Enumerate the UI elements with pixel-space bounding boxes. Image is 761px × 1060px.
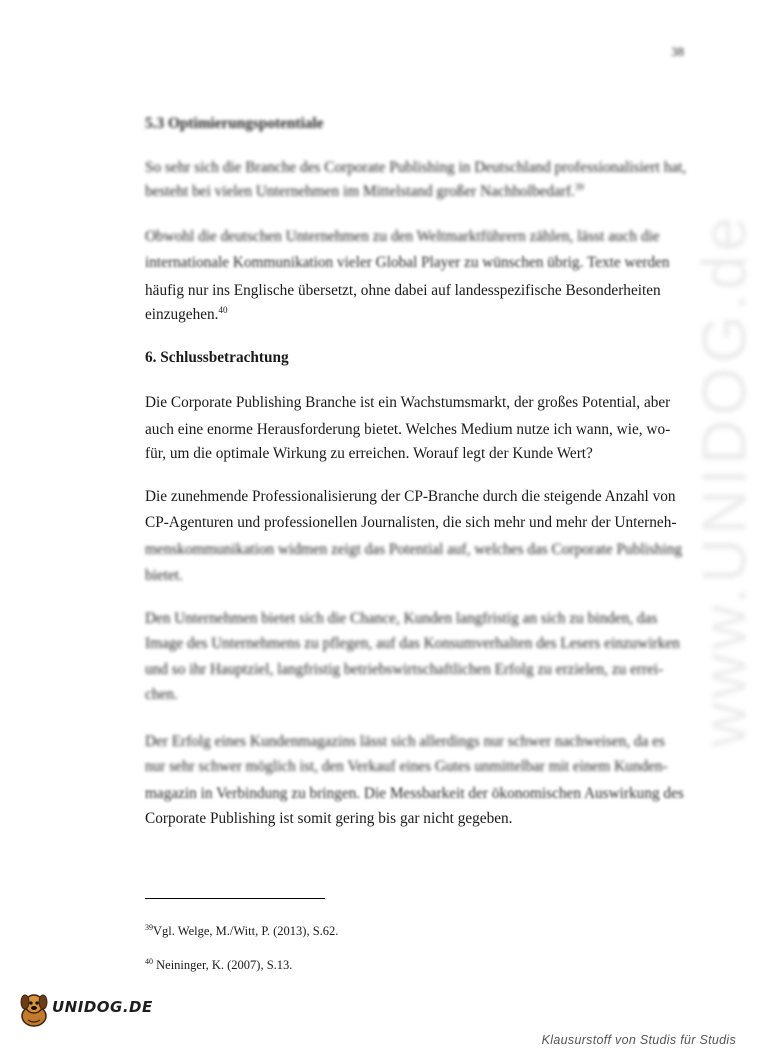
unidog-logo[interactable]: [14, 990, 164, 1030]
footnote: [145, 958, 292, 973]
section-heading-6: 6. Schlussbetrachtung: [145, 349, 289, 366]
footnote-text: Neininger, K. (2007), S.13.: [153, 958, 293, 972]
paragraph-line: CP-Agenturen und professionellen Journalisten, die sich mehr und mehr der Unterneh-: [145, 514, 677, 531]
logo-text: UNIDOG.DE: [52, 998, 153, 1016]
footnote-ref: 39: [574, 181, 584, 192]
footnote-text: Vgl. Welge, M./Witt, P. (2013), S.62.: [153, 924, 339, 938]
footnote-ref: 40: [218, 304, 228, 315]
paragraph-line: Den Unternehmen bietet sich die Chance, Kunden langfristig an sich zu binden, das: [145, 610, 658, 627]
footnote-number: 40: [145, 956, 153, 966]
paragraph-line: Image des Unternehmens zu pflegen, auf das Konsumverhalten des Lesers einzuwirken: [145, 635, 680, 652]
paragraph-line: chen.: [145, 686, 178, 703]
dog-icon: [14, 990, 54, 1030]
paragraph-text: besteht bei vielen Unternehmen im Mittelstand großer Nachholbedarf.: [145, 183, 575, 200]
paragraph-line: magazin in Verbindung zu bringen. Die Messbarkeit der ökonomischen Auswirkung des: [145, 785, 684, 802]
paragraph-line: Die Corporate Publishing Branche ist ein Wachstumsmarkt, der großes Potential, aber: [145, 394, 671, 411]
paragraph-line: Der Erfolg eines Kundenmagazins lässt sich allerdings nur schwer nachweisen, da es: [145, 733, 665, 750]
paragraph-line: So sehr sich die Branche des Corporate Publishing in Deutschland professionalisiert hat,: [145, 159, 687, 176]
paragraph-line: für, um die optimale Wirkung zu erreichen. Worauf legt der Kunde Wert?: [145, 445, 593, 462]
paragraph-line: menskommunikation widmen zeigt das Potential auf, welches das Corporate Publishing: [145, 541, 682, 558]
paragraph-line: Corporate Publishing ist somit gering bis gar nicht gegeben.: [145, 810, 513, 827]
footnote-divider: [145, 898, 325, 899]
watermark: www.UNIDOG.de: [690, 212, 760, 748]
paragraph-line: internationale Kommunikation vieler Global Player zu wünschen übrig. Texte werden: [145, 254, 670, 271]
paragraph-line: nur sehr schwer möglich ist, den Verkauf eines Gutes unmittelbar mit einem Kunden-: [145, 758, 668, 775]
paragraph-line: Die zunehmende Professionalisierung der CP-Branche durch die steigende Anzahl von: [145, 488, 676, 505]
page-number: 38: [671, 44, 684, 59]
paragraph-line: häufig nur ins Englische übersetzt, ohne dabei auf landesspezifische Besonderheiten: [145, 282, 661, 299]
tagline: Klausurstoff von Studis für Studis: [541, 1033, 736, 1047]
paragraph-line: auch eine enorme Herausforderung bietet. Welches Medium nutze ich wann, wie, wo-: [145, 421, 671, 438]
paragraph-line: [145, 305, 227, 325]
paragraph-line: [145, 182, 584, 202]
section-heading-5-3: 5.3 Optimierungspotentiale: [145, 115, 324, 132]
footnote: [145, 924, 338, 939]
paragraph-line: Obwohl die deutschen Unternehmen zu den Weltmarktführern zählen, lässt auch die: [145, 228, 660, 245]
paragraph-line: und so ihr Hauptziel, langfristig betriebswirtschaftlichen Erfolg zu erzielen, zu errei-: [145, 661, 664, 678]
paragraph-line: bietet.: [145, 567, 183, 584]
footnote-number: 39: [145, 922, 153, 932]
paragraph-text: einzugehen.: [145, 306, 219, 323]
